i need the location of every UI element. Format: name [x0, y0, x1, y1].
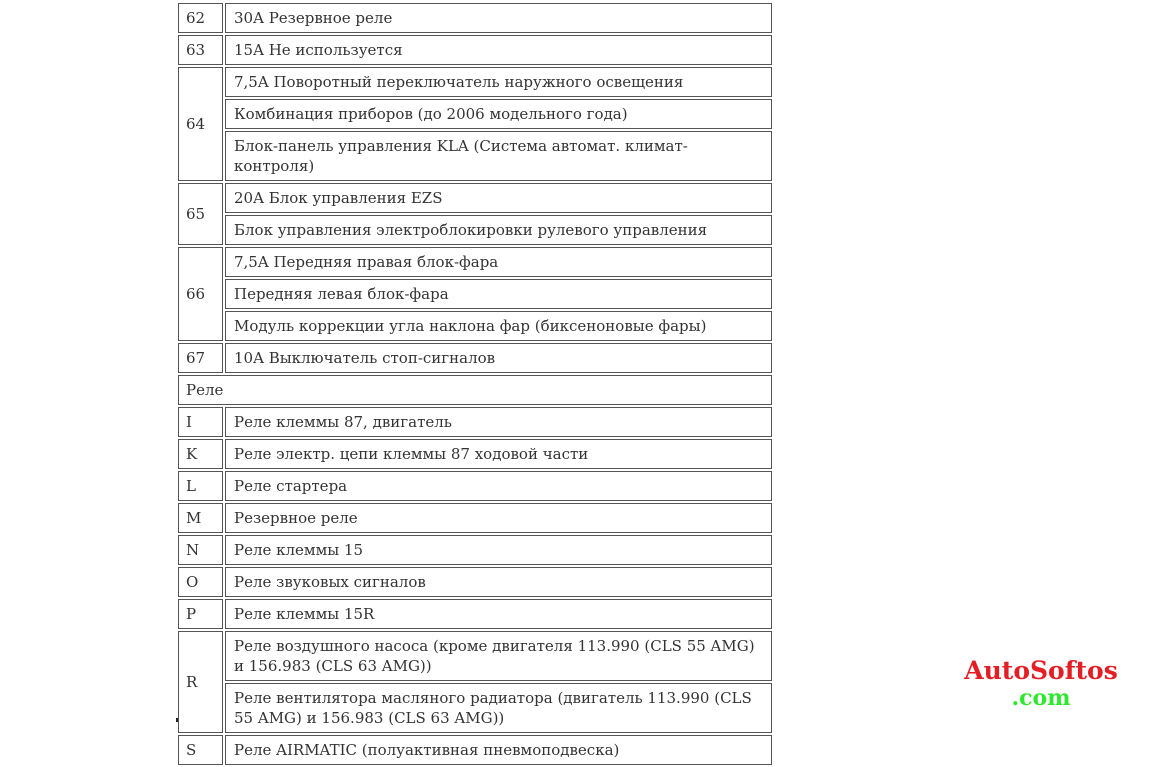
watermark-logo [946, 656, 1136, 710]
description-cell: Реле клеммы 15 [225, 535, 772, 565]
table-row [178, 735, 772, 765]
description-cell: Комбинация приборов (до 2006 модельного года) [225, 99, 772, 129]
description-cell: Резервное реле [225, 503, 772, 533]
fuse-number-cell: P [178, 599, 223, 629]
fuse-number-cell: R [178, 631, 223, 733]
table-row [178, 99, 772, 129]
table-row [178, 279, 772, 309]
table-row [178, 567, 772, 597]
table-row [178, 631, 772, 681]
description-cell: 7,5A Поворотный переключатель наружного освещения [225, 67, 772, 97]
description-cell: Блок-панель управления KLA (Система автомат. климат-контроля) [225, 131, 772, 181]
table-row [178, 247, 772, 277]
fuse-number-cell: L [178, 471, 223, 501]
table-row [178, 599, 772, 629]
section-header-row [178, 375, 772, 405]
table-row [178, 503, 772, 533]
fuse-number-cell: 65 [178, 183, 223, 245]
fuse-number-cell: O [178, 567, 223, 597]
table-row [178, 35, 772, 65]
fuse-table [176, 1, 774, 767]
fuse-number-cell: 64 [178, 67, 223, 181]
table-row [178, 183, 772, 213]
fuse-number-cell: I [178, 407, 223, 437]
description-cell: Реле электр. цепи клеммы 87 ходовой части [225, 439, 772, 469]
description-cell: 20A Блок управления EZS [225, 183, 772, 213]
description-cell: Реле клеммы 87, двигатель [225, 407, 772, 437]
stray-mark [176, 718, 178, 722]
description-cell: Реле звуковых сигналов [225, 567, 772, 597]
watermark-domain: .com [1011, 685, 1071, 711]
description-cell: Реле воздушного насоса (кроме двигателя 113.990 (CLS 55 AMG) и 156.983 (CLS 63 AMG)) [225, 631, 772, 681]
description-cell: Реле клеммы 15R [225, 599, 772, 629]
table-row [178, 215, 772, 245]
table-row [178, 535, 772, 565]
description-cell: Реле AIRMATIC (полуактивная пневмоподвеска) [225, 735, 772, 765]
table-row [178, 131, 772, 181]
fuse-number-cell: S [178, 735, 223, 765]
description-cell: 30A Резервное реле [225, 3, 772, 33]
description-cell: Блок управления электроблокировки рулевого управления [225, 215, 772, 245]
table-row [178, 67, 772, 97]
table-row [178, 439, 772, 469]
table-row [178, 471, 772, 501]
fuse-number-cell: N [178, 535, 223, 565]
description-cell: Модуль коррекции угла наклона фар (биксеноновые фары) [225, 311, 772, 341]
description-cell: 7,5A Передняя правая блок-фара [225, 247, 772, 277]
fuse-number-cell: 67 [178, 343, 223, 373]
section-header-relays: Реле [178, 375, 772, 405]
fuse-number-cell: 66 [178, 247, 223, 341]
fuse-number-cell: M [178, 503, 223, 533]
description-cell: 10A Выключатель стоп-сигналов [225, 343, 772, 373]
table-row [178, 683, 772, 733]
description-cell: 15A Не используется [225, 35, 772, 65]
table-row [178, 311, 772, 341]
table-row [178, 3, 772, 33]
table-row [178, 343, 772, 373]
description-cell: Передняя левая блок-фара [225, 279, 772, 309]
description-cell: Реле вентилятора масляного радиатора (двигатель 113.990 (CLS 55 AMG) и 156.983 (CLS 63 AMG)) [225, 683, 772, 733]
fuse-number-cell: K [178, 439, 223, 469]
table-row [178, 407, 772, 437]
watermark-brand: AutoSoftos [964, 656, 1118, 685]
fuse-number-cell: 63 [178, 35, 223, 65]
description-cell: Реле стартера [225, 471, 772, 501]
fuse-number-cell: 62 [178, 3, 223, 33]
